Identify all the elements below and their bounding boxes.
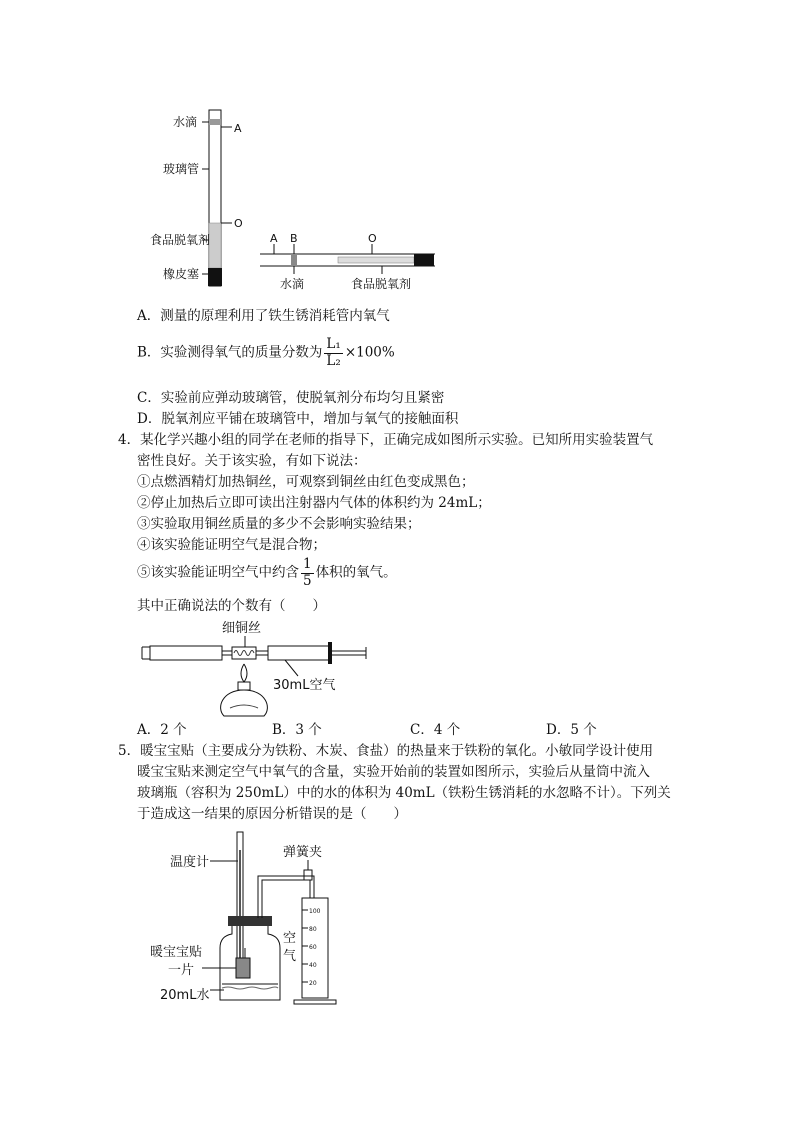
label-30ml-air: 30mL空气 (273, 678, 336, 693)
label-clamp: 弹簧夹 (283, 845, 323, 860)
q4-statement-4: ④该实验能证明空气是混合物； (137, 537, 326, 553)
h-mark-b: B (290, 232, 298, 245)
q3-option-b-fraction (324, 338, 342, 368)
deoxidizer-fill (209, 223, 221, 268)
q5-stem-line2: 暖宝宝贴来测定空气中氧气的含量，实验开始前的装置如图所示，实验后从量筒中流入 (137, 764, 650, 780)
q4-statement-2: ②停止加热后立即可读出注射器内气体的体积约为 24mL； (137, 495, 491, 511)
q3-fraction-numerator: L₁ (326, 336, 341, 352)
q4-stem-line2: 密性良好。关于该实验，有如下说法： (137, 453, 367, 469)
bottle-stopper (228, 916, 272, 926)
label-deoxidizer: 食品脱氧剂 (150, 233, 211, 247)
figure-bottle-apparatus (150, 830, 370, 1010)
q3-option-a: A．测量的原理利用了铁生锈消耗管内氧气 (137, 308, 390, 324)
cylinder-tick-label: 80 (309, 926, 317, 933)
cylinder-tick-label: 100 (309, 908, 321, 915)
q4-s5-suffix: 体积的氧气。 (315, 564, 397, 581)
water-drop-block (209, 119, 221, 125)
left-syringe (150, 646, 222, 660)
q3-option-c: C．实验前应弹动玻璃管，使脱氧剂分布均匀且紧密 (137, 390, 445, 406)
q4-option-a: A．2 个 (137, 722, 187, 738)
q4-statement-3: ③实验取用铜丝质量的多少不会影响实验结果； (137, 516, 421, 532)
q3-option-b-suffix: ×100% (344, 344, 395, 361)
q4-option-c: C．4 个 (410, 722, 461, 738)
q5-stem-line1: 5．暖宝宝贴（主要成分为铁粉、木炭、食盐）的热量来于铁粉的氧化。小敏同学设计使用 (118, 743, 654, 759)
q4-option-b: B．3 个 (272, 722, 322, 738)
alcohol-lamp-body (221, 690, 268, 716)
q4-question: 其中正确说法的个数有（ ） (137, 598, 326, 614)
label-copper-wire: 细铜丝 (222, 621, 262, 636)
q5-stem-line4: 于造成这一结果的原因分析错误的是（ ） (137, 806, 407, 822)
glass-tube (232, 647, 256, 659)
rubber-stopper-horizontal (414, 254, 434, 266)
syringe-plunger-stop (328, 642, 332, 664)
label-warmer-2: 一片 (168, 963, 195, 978)
h-label-water: 水滴 (280, 277, 305, 291)
q3-fraction-denominator: L₂ (326, 352, 341, 369)
cylinder-tick-label: 40 (309, 962, 317, 969)
q3-option-b-prefix: B．实验测得氧气的质量分数为 (137, 344, 323, 361)
right-syringe (268, 646, 330, 660)
figure-tube-apparatus (150, 108, 450, 298)
q3-option-b (137, 338, 395, 368)
h-mark-a: A (270, 232, 278, 245)
mark-a-vertical: A (234, 122, 242, 135)
label-warmer-1: 暖宝宝贴 (150, 945, 203, 960)
cylinder-ticks (302, 908, 321, 987)
deoxidizer-horizontal (338, 257, 414, 263)
delivery-tube (258, 876, 314, 918)
rubber-stopper (208, 268, 222, 286)
h-mark-o: O (368, 232, 377, 245)
figure-syringe-apparatus (140, 618, 380, 724)
copper-wire-coil (234, 651, 254, 656)
q4-s5-prefix: ⑤该实验能证明空气中约含 (137, 564, 299, 581)
cylinder-tick-label: 60 (309, 944, 317, 951)
q4-stem-line1: 4．某化学兴趣小组的同学在老师的指导下，正确完成如图所示实验。已知所用实验装置气 (118, 432, 654, 448)
cylinder-tick-label: 20 (309, 980, 317, 987)
q4-fraction-denominator: 5 (303, 572, 312, 589)
q4-statement-1: ①点燃酒精灯加热铜丝，可观察到铜丝由红色变成黑色； (137, 474, 475, 490)
water-drop-horizontal (291, 254, 297, 266)
label-thermometer: 温度计 (170, 855, 210, 870)
q3-option-d: D．脱氧剂应平铺在玻璃管中，增加与氧气的接触面积 (137, 411, 459, 427)
label-water-drop: 水滴 (173, 115, 198, 129)
bottle-water (222, 987, 278, 989)
label-air-1: 空 (283, 931, 297, 946)
label-air-2: 气 (283, 949, 297, 964)
alcohol-lamp-liquid (230, 705, 258, 708)
label-rubber-stopper: 橡皮塞 (163, 267, 200, 281)
alcohol-lamp-neck (238, 682, 250, 690)
mark-o-vertical: O (234, 217, 243, 230)
q4-s5-fraction (301, 558, 314, 588)
h-label-deoxidizer: 食品脱氧剂 (351, 277, 412, 291)
spring-clamp (304, 870, 312, 880)
label-20ml-water: 20mL水 (160, 988, 210, 1003)
alcohol-lamp-flame (241, 664, 247, 682)
q4-statement-5 (137, 558, 397, 588)
label-glass-tube: 玻璃管 (163, 162, 200, 176)
q4-option-d: D．5 个 (546, 722, 597, 738)
warmer-patch (236, 958, 250, 978)
q4-fraction-numerator: 1 (303, 556, 312, 572)
q5-stem-line3: 玻璃瓶（容积为 250mL）中的水的体积为 40mL（铁粉生锈消耗的水忽略不计）。下列关 (137, 785, 671, 801)
